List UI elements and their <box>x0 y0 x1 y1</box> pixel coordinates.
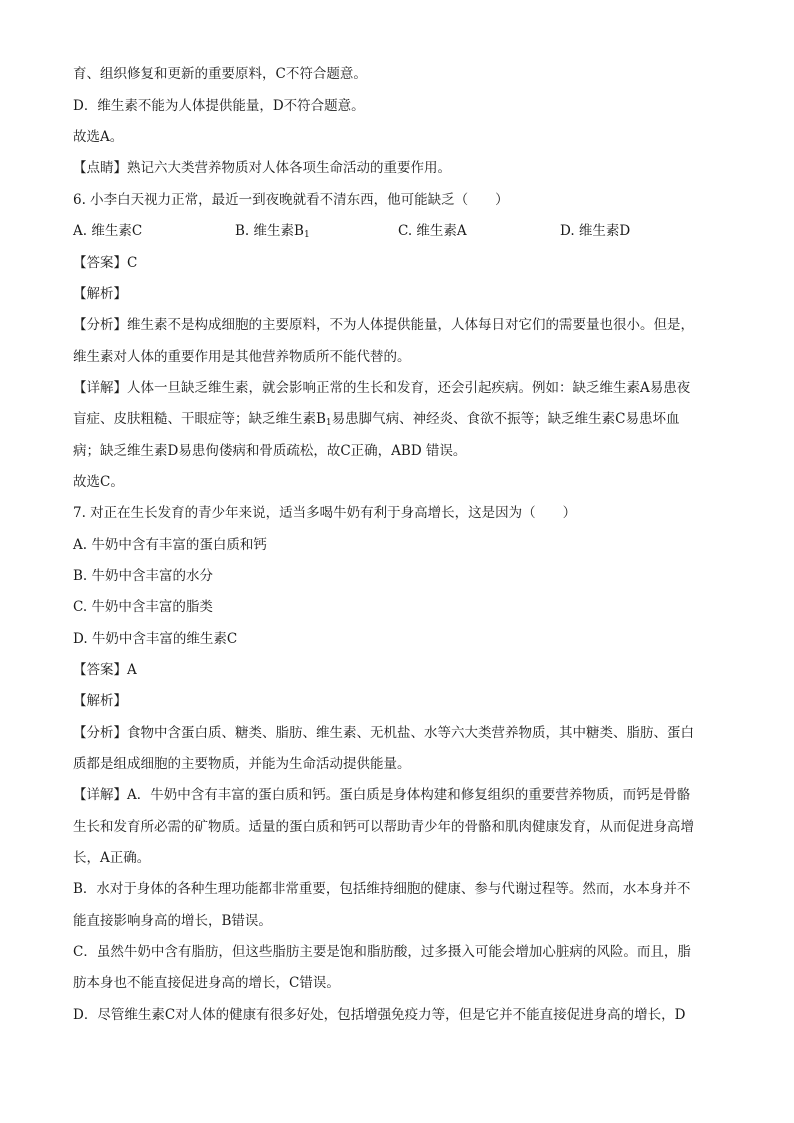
q7-b-line-2: 能直接影响身高的增长，B错误。 <box>73 913 272 929</box>
q6-choose: 故选C。 <box>73 474 124 490</box>
text-line: D．维生素不能为人体提供能量，D不符合题意。 <box>73 98 365 114</box>
q7-fenxi-line-1 <box>73 723 694 743</box>
tip-text: 熟记六大类营养物质对人体各项生命活动的重要作用。 <box>127 160 451 176</box>
q6-fenxi-text-1: 维生素不是构成细胞的主要原料，不为人体提供能量，人体每日对它们的需要量也很小。但是， <box>127 317 694 333</box>
question-6-stem: 6. 小李白天视力正常，最近一到夜晚就看不清东西，他可能缺乏（ ） <box>73 192 509 208</box>
tip-tag: 【点睛】 <box>73 160 127 176</box>
q7-xiangjie-line-2: 生长和发育所必需的矿物质。适量的蛋白质和钙可以帮助青少年的骨骼和肌肉健康发育，从而促进身高增 <box>73 819 694 835</box>
q6-xiangjie-line-3: 病；缺乏维生素D易患佝偻病和骨质疏松，故C正确，ABD 错误。 <box>73 443 467 459</box>
tip-line <box>73 158 451 178</box>
q6-fenxi-line-2: 维生素对人体的重要作用是其他营养物质所不能代替的。 <box>73 349 411 365</box>
fenxi-tag: 【分析】 <box>73 317 127 333</box>
answer-tag: 【答案】 <box>73 662 127 678</box>
q7-d-line-1: D．尽管维生素C对人体的健康有很多好处，包括增强免疫力等，但是它并不能直接促进身高的增长，D <box>73 1007 686 1023</box>
xiangjie-tag: 【详解】 <box>73 787 127 803</box>
q7-option-b: B. 牛奶中含丰富的水分 <box>73 568 214 584</box>
q7-analysis-tag: 【解析】 <box>73 693 127 709</box>
q6-analysis-tag: 【解析】 <box>73 286 127 302</box>
q6-xiangjie-line-1 <box>73 378 690 398</box>
q6-xiangjie-line-2 <box>73 409 680 429</box>
q7-option-d: D. 牛奶中含丰富的维生素C <box>73 631 238 647</box>
fenxi-tag: 【分析】 <box>73 725 127 741</box>
q7-xiangjie-text-1: A．牛奶中含有丰富的蛋白质和钙。蛋白质是身体构建和修复组织的重要营养物质，而钙是骨骼 <box>127 787 691 803</box>
q6-option-b-text: B. 维生素B <box>235 223 304 239</box>
answer-tag: 【答案】 <box>73 255 127 271</box>
q6-xiangjie-2sub: 1 <box>325 418 332 428</box>
q6-answer-line <box>73 253 137 273</box>
q7-xiangjie-line-1 <box>73 785 690 805</box>
q6-answer: C <box>127 255 138 271</box>
q7-b-line-1: B．水对于身体的各种生理功能都非常重要，包括维持细胞的健康、参与代谢过程等。然而，水本身并不 <box>73 881 691 897</box>
q6-xiangjie-2a: 盲症、皮肤粗糙、干眼症等；缺乏维生素B <box>73 411 326 427</box>
q7-c-line-1: C．虽然牛奶中含有脂肪，但这些脂肪主要是饱和脂肪酸，过多摄入可能会增加心脏病的风险。而且，脂 <box>73 944 691 960</box>
q6-option-a: A. 维生素C <box>73 223 143 239</box>
q6-fenxi-line-1 <box>73 315 694 335</box>
q7-fenxi-line-2: 质都是组成细胞的主要物质，并能为生命活动提供能量。 <box>73 756 411 772</box>
q7-answer-line <box>73 660 137 680</box>
q6-option-d: D. 维生素D <box>560 223 631 239</box>
q7-option-c: C. 牛奶中含丰富的脂类 <box>73 599 213 615</box>
q6-xiangjie-2b: 易患脚气病、神经炎、食欲不振等；缺乏维生素C易患坏血 <box>331 411 680 427</box>
q7-answer: A <box>127 662 137 678</box>
q7-option-a: A. 牛奶中含有丰富的蛋白质和钙 <box>73 537 267 553</box>
question-7-stem: 7. 对正在生长发育的青少年来说，适当多喝牛奶有利于身高增长，这是因为（ ） <box>73 505 577 521</box>
xiangjie-tag: 【详解】 <box>73 380 127 396</box>
q6-option-b-sub: 1 <box>303 230 310 240</box>
text-line: 故选A。 <box>73 129 124 145</box>
q6-option-b <box>235 221 310 241</box>
q7-xiangjie-line-3: 长，A正确。 <box>73 850 151 866</box>
q6-option-c: C. 维生素A <box>398 223 467 239</box>
q7-fenxi-text-1: 食物中含蛋白质、糖类、脂肪、维生素、无机盐、水等六大类营养物质，其中糖类、脂肪、蛋白 <box>127 725 694 741</box>
text-line: 育、组织修复和更新的重要原料，C不符合题意。 <box>73 66 367 82</box>
q6-xiangjie-text-1: 人体一旦缺乏维生素，就会影响正常的生长和发育，还会引起疾病。例如：缺乏维生素A易患夜 <box>127 380 691 396</box>
q7-c-line-2: 肪本身也不能直接促进身高的增长，C错误。 <box>73 975 340 991</box>
